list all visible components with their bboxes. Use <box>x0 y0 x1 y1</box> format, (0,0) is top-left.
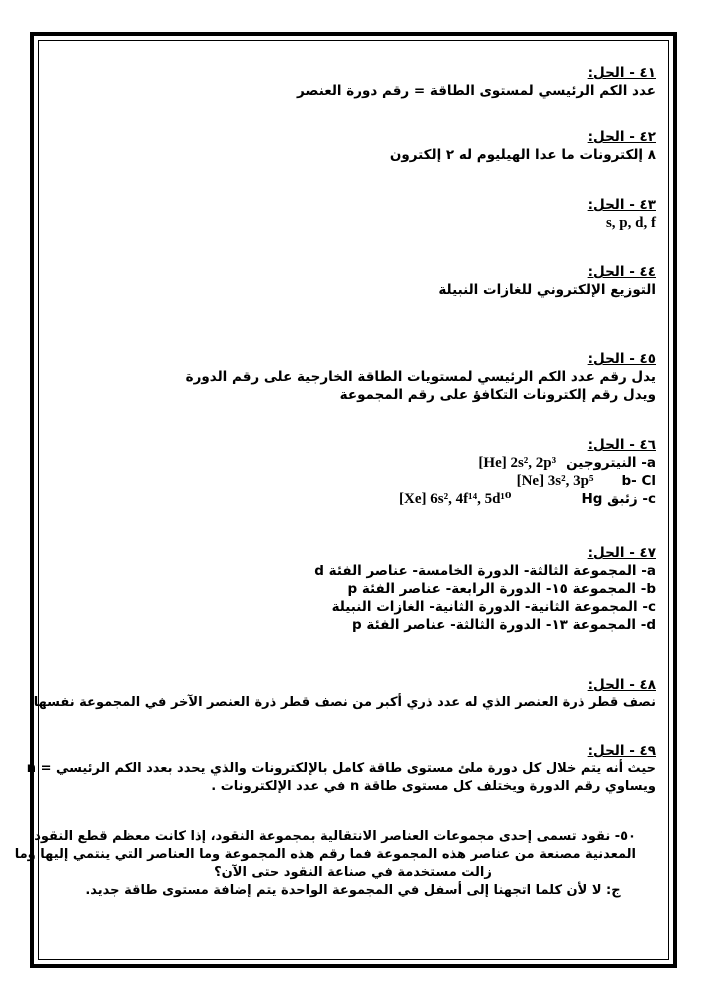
electron-config: [Ne] 3s², 3p⁵ <box>516 473 594 489</box>
answer-line: حيث أنه يتم خلال كل دورة ملئ مستوى طاقة كامل بالإلكترونات والذي يحدد بعدد الكم الرئيسي = n <box>26 761 656 776</box>
question-line: المعدنية مصنعة من عناصر هذه المجموعة فما رقم هذه المجموعة وما العناصر التي ينتمي إليها وما <box>14 847 636 862</box>
answer-43 <box>50 196 656 232</box>
element-label: c- زئبق Hg <box>581 491 656 507</box>
answer-48 <box>28 676 656 712</box>
answer-42 <box>50 128 656 164</box>
electron-config: [Xe] 6s², 4f¹⁴, 5d¹⁰ <box>399 491 512 507</box>
question-line: زالت مستخدمة في صناعة النقود حتى الآن؟ <box>214 865 492 880</box>
question-line: ٥٠- نقود تسمى إحدى مجموعات العناصر الانتقالية بمجموعة النقود، إذا كانت معظم قطع النقود <box>34 829 636 844</box>
answer-49 <box>26 742 656 796</box>
answer-heading: ٤٩ - الحل: <box>587 743 656 759</box>
answer-heading: ٤٤ - الحل: <box>587 264 656 280</box>
answer-46 <box>50 436 656 508</box>
answer-heading: ٤٦ - الحل: <box>587 437 656 453</box>
answer-line: ويساوي رقم الدورة ويختلف كل مستوى طاقة n في عدد الإلكترونات . <box>211 779 656 794</box>
answer-heading: ٤٢ - الحل: <box>587 129 656 145</box>
orbital-list: s, p, d, f <box>605 215 656 231</box>
answer-line: نصف قطر ذرة العنصر الذي له عدد ذري أكبر من نصف قطر ذرة العنصر الآخر في المجموعة نفسها. <box>28 695 656 710</box>
config-row <box>50 454 656 472</box>
element-label: a- النيتروجين <box>566 455 656 471</box>
answer-heading: ٤٥ - الحل: <box>587 351 656 367</box>
answer-41 <box>50 64 656 100</box>
answer-45 <box>50 350 656 404</box>
answer-heading: ٤١ - الحل: <box>587 65 656 81</box>
element-label: b- Cl <box>621 473 656 489</box>
config-row <box>50 472 656 490</box>
answer-line: c- المجموعة الثانية- الدورة الثانية- الغازات النبيلة <box>331 599 656 615</box>
answer-line: عدد الكم الرئيسي لمستوى الطاقة = رقم دورة العنصر <box>297 83 656 99</box>
config-row <box>50 490 656 508</box>
answer-line: b- المجموعة ١٥- الدورة الرابعة- عناصر الفئة p <box>347 581 656 597</box>
answer-heading: ٤٣ - الحل: <box>587 197 656 213</box>
answer-heading: ٤٨ - الحل: <box>587 677 656 693</box>
question-50 <box>14 828 636 900</box>
answer-line: ويدل رقم إلكترونات التكافؤ على رقم المجموعة <box>339 387 656 403</box>
answer-line: التوزيع الإلكتروني للغازات النبيلة <box>438 282 656 298</box>
answer-47 <box>50 544 656 634</box>
answer-heading: ٤٧ - الحل: <box>587 545 656 561</box>
electron-config: [He] 2s², 2p³ <box>478 455 557 471</box>
answer-line: d- المجموعة ١٣- الدورة الثالثة- عناصر الفئة p <box>352 617 656 633</box>
answer-line: a- المجموعة الثالثة- الدورة الخامسة- عناصر الفئة d <box>314 563 656 579</box>
answer-line: ٨ إلكترونات ما عدا الهيليوم له ٢ إلكترون <box>389 147 656 163</box>
answer-44 <box>50 263 656 299</box>
answer-line: ج: لا لأن كلما اتجهنا إلى أسفل في المجموعة الواحدة يتم إضافة مستوى طاقة جديد. <box>85 883 621 898</box>
answer-line: يدل رقم عدد الكم الرئيسي لمستويات الطاقة الخارجية على رقم الدورة <box>185 369 656 385</box>
